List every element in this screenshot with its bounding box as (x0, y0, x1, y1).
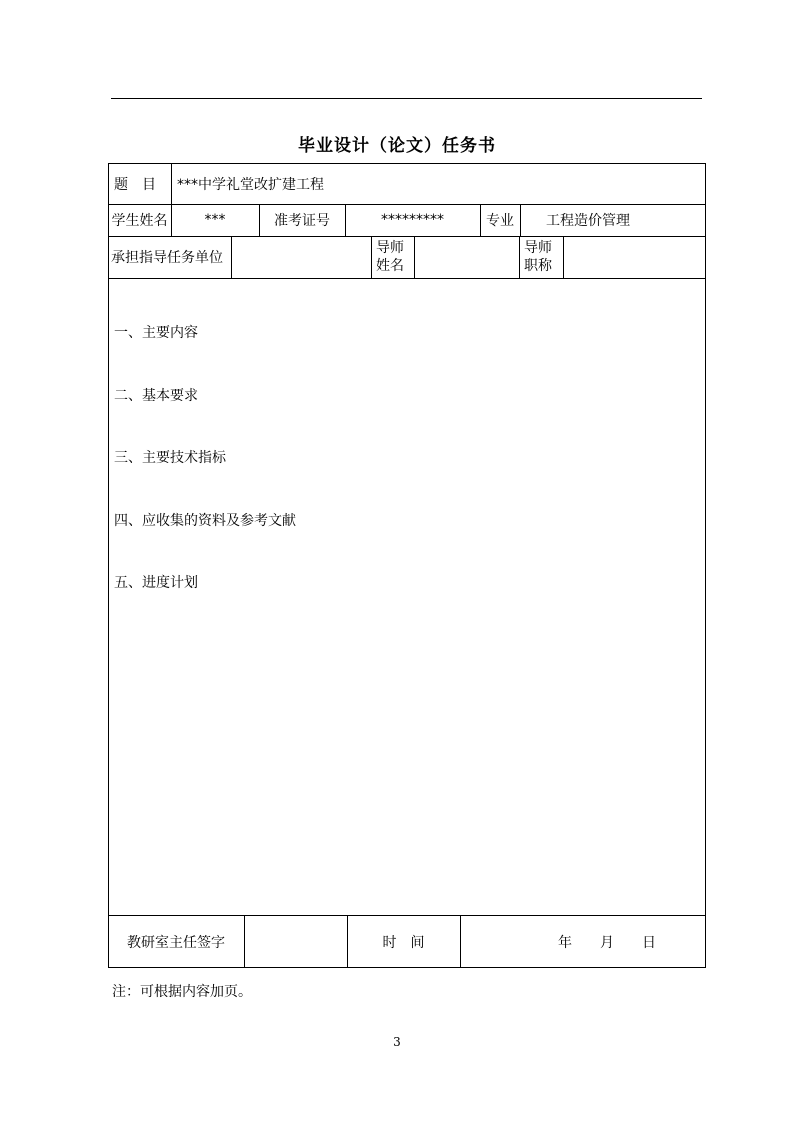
section-references: 四、应收集的资料及参考文献 (114, 513, 296, 529)
page-number: 3 (393, 1035, 401, 1049)
time-label: 时 间 (382, 934, 425, 951)
director-sign-label: 教研室主任签字 (127, 934, 225, 951)
section-technical-indicators: 三、主要技术指标 (114, 450, 226, 466)
guide-unit-value[interactable] (231, 236, 371, 278)
header-rule (111, 98, 702, 99)
major-label: 专业 (486, 213, 514, 229)
director-sign-value[interactable] (244, 915, 347, 968)
advisor-name-label: 导师 姓名 (376, 240, 404, 274)
exam-id-label: 准考证号 (274, 213, 330, 229)
student-name-label: 学生姓名 (111, 213, 168, 229)
topic-label: 题 目 (114, 176, 156, 193)
advisor-title-value[interactable] (563, 236, 706, 278)
student-name-value[interactable]: *** (204, 212, 226, 228)
page-title: 毕业设计（论文）任务书 (298, 136, 496, 156)
date-value[interactable]: 年 月 日 (558, 934, 656, 951)
advisor-title-label: 导师 职称 (524, 240, 552, 274)
guide-unit-label: 承担指导任务单位 (111, 250, 223, 266)
task-form-table (108, 163, 706, 968)
major-value[interactable]: 工程造价管理 (546, 213, 630, 229)
advisor-name-value[interactable] (414, 236, 519, 278)
exam-id-value[interactable]: ********* (381, 212, 444, 228)
row-divider (108, 278, 706, 279)
section-main-content: 一、主要内容 (114, 325, 198, 341)
footnote: 注：可根据内容加页。 (112, 984, 252, 1000)
topic-value[interactable]: ***中学礼堂改扩建工程 (177, 176, 324, 193)
section-basic-requirements: 二、基本要求 (114, 388, 198, 404)
section-schedule: 五、进度计划 (114, 575, 198, 591)
